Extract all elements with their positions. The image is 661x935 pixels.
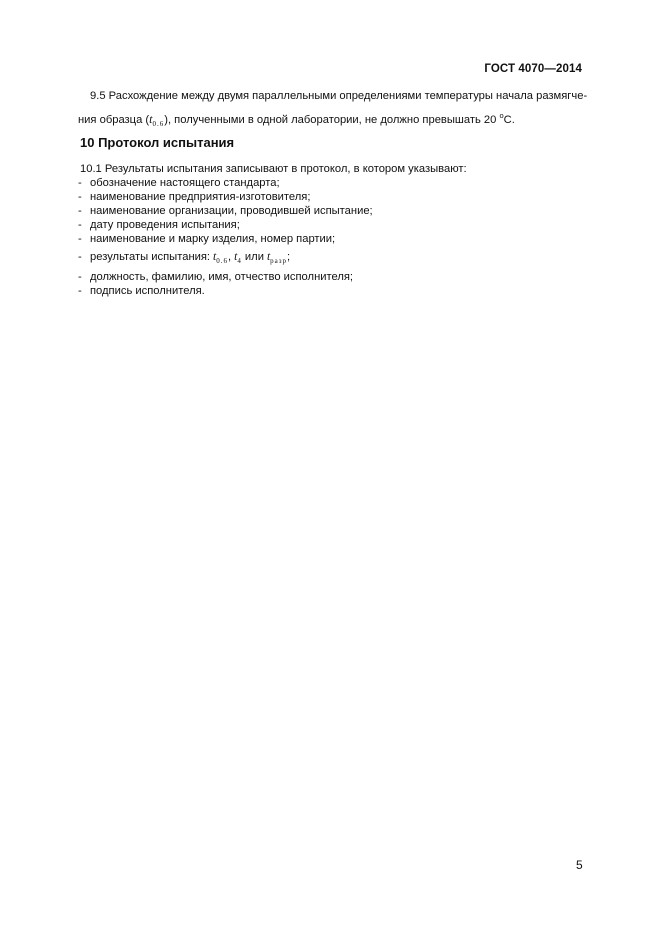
list-item <box>78 190 373 204</box>
paragraph-9-5-line-2 <box>78 106 583 134</box>
list-bullet: - <box>78 271 82 283</box>
paragraph-10-1: 10.1 Результаты испытания записывают в протокол, в котором указывают: <box>80 163 467 175</box>
list-bullet: - <box>78 177 82 189</box>
list-item <box>78 204 373 218</box>
list-item-text: наименование организации, проводившей испытание; <box>90 205 373 217</box>
list-item <box>78 270 373 284</box>
paragraph-9-5 <box>78 87 588 134</box>
list-item <box>78 218 373 232</box>
symbol-subscript: 0.6 <box>216 257 228 265</box>
symbol-t: t <box>149 112 153 126</box>
document-code: ГОСТ 4070—2014 <box>484 63 582 75</box>
list-bullet: - <box>78 191 82 203</box>
list-item-text: наименование предприятия-изготовителя; <box>90 191 311 203</box>
list-bullet: - <box>78 251 82 263</box>
temperature-unit: C. <box>503 114 515 126</box>
symbol-t: t <box>234 251 238 263</box>
symbol-subscript: 4 <box>237 257 242 265</box>
symbol-t: t <box>266 251 271 263</box>
paragraph-9-5-line-1: 9.5 Расхождение между двумя параллельными определениями температуры начала размягче- <box>90 90 588 102</box>
list-item-text: должность, фамилию, имя, отчество исполнителя; <box>90 271 354 283</box>
section-10-heading: 10 Протокол испытания <box>80 135 235 150</box>
end-mark: ; <box>287 251 291 263</box>
symbol-t: t <box>213 251 217 263</box>
symbol-subscript: 0.6 <box>152 120 165 128</box>
or-word: или <box>244 251 264 263</box>
degree-sign: o <box>499 111 504 120</box>
paragraph-9-5-text-end: ), полученными в одной лаборатории, не должно превышать 20 <box>164 114 500 126</box>
list-item-text: обозначение настоящего стандарта; <box>90 177 280 189</box>
list-item <box>78 176 373 190</box>
list-item-results <box>78 246 373 270</box>
page-number: 5 <box>576 858 583 872</box>
list-bullet: - <box>78 219 82 231</box>
list-item-text: наименование и марку изделия, номер партии; <box>90 233 336 245</box>
list-item-text: подпись исполнителя. <box>90 285 205 297</box>
results-label: результаты испытания: <box>90 251 211 263</box>
list-bullet: - <box>78 205 82 217</box>
protocol-items-list <box>78 176 373 298</box>
list-bullet: - <box>78 285 82 297</box>
list-item <box>78 232 373 246</box>
list-bullet: - <box>78 233 82 245</box>
symbol-subscript: разр <box>270 257 288 265</box>
separator: , <box>228 251 232 263</box>
list-item <box>78 284 373 298</box>
paragraph-9-5-text-start: ния образца ( <box>78 114 150 126</box>
list-item-text: дату проведения испытания; <box>90 219 240 231</box>
